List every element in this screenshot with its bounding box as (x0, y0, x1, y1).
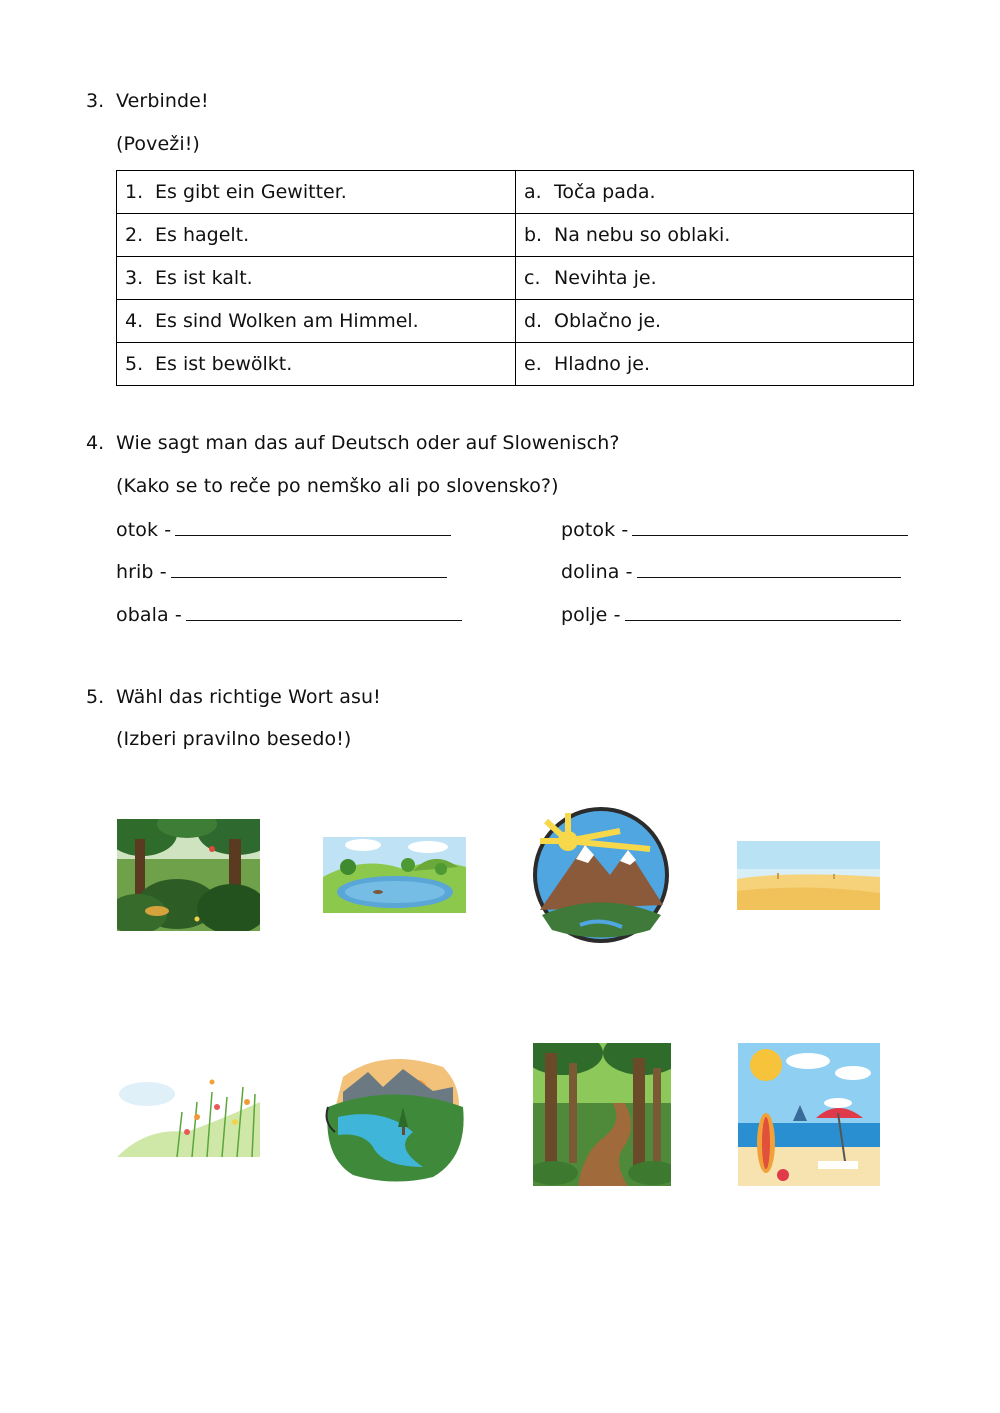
slovene-cell: d. Oblačno je. (516, 300, 914, 343)
answer-blank[interactable] (637, 559, 901, 578)
river-valley-image[interactable] (323, 1047, 466, 1185)
ex5-number: 5. (86, 686, 105, 708)
ex3-number: 3. (86, 90, 105, 112)
german-cell: 1. Es gibt ein Gewitter. (117, 171, 516, 214)
table-row (117, 214, 914, 257)
matching-table (116, 170, 914, 386)
desert-image[interactable] (737, 841, 880, 910)
meadow-image[interactable] (117, 1072, 260, 1157)
german-cell: 2. Es hagelt. (117, 214, 516, 257)
lake-image[interactable] (323, 837, 466, 913)
german-cell: 3. Es ist kalt. (117, 257, 516, 300)
slovene-cell: b. Na nebu so oblaki. (516, 214, 914, 257)
slovene-cell: c. Nevihta je. (516, 257, 914, 300)
vocab-item: hrib - (116, 559, 447, 583)
table-row (117, 257, 914, 300)
vocab-item: otok - (116, 517, 451, 541)
jungle-image[interactable] (117, 819, 260, 931)
forest-path-image[interactable] (533, 1043, 671, 1186)
table-row (117, 300, 914, 343)
beach-image[interactable] (738, 1043, 880, 1186)
mountains-image[interactable] (530, 805, 673, 945)
table-row (117, 171, 914, 214)
vocab-item: obala - (116, 602, 462, 626)
ex4-subtitle: (Kako se to reče po nemško ali po slovensko?) (116, 475, 559, 497)
vocab-item: dolina - (561, 559, 901, 583)
ex4-number: 4. (86, 432, 105, 454)
slovene-cell: a. Toča pada. (516, 171, 914, 214)
ex5-title: Wähl das richtige Wort asu! (116, 686, 381, 708)
german-cell: 4. Es sind Wolken am Himmel. (117, 300, 516, 343)
ex5-subtitle: (Izberi pravilno besedo!) (116, 728, 352, 750)
vocab-item: polje - (561, 602, 901, 626)
ex3-title: Verbinde! (116, 90, 209, 112)
vocab-item: potok - (561, 517, 908, 541)
answer-blank[interactable] (632, 517, 908, 536)
answer-blank[interactable] (171, 559, 447, 578)
answer-blank[interactable] (175, 517, 451, 536)
slovene-cell: e. Hladno je. (516, 343, 914, 386)
german-cell: 5. Es ist bewölkt. (117, 343, 516, 386)
table-row (117, 343, 914, 386)
ex4-title: Wie sagt man das auf Deutsch oder auf Slowenisch? (116, 432, 620, 454)
ex3-subtitle: (Poveži!) (116, 133, 200, 155)
answer-blank[interactable] (625, 602, 901, 621)
answer-blank[interactable] (186, 602, 462, 621)
